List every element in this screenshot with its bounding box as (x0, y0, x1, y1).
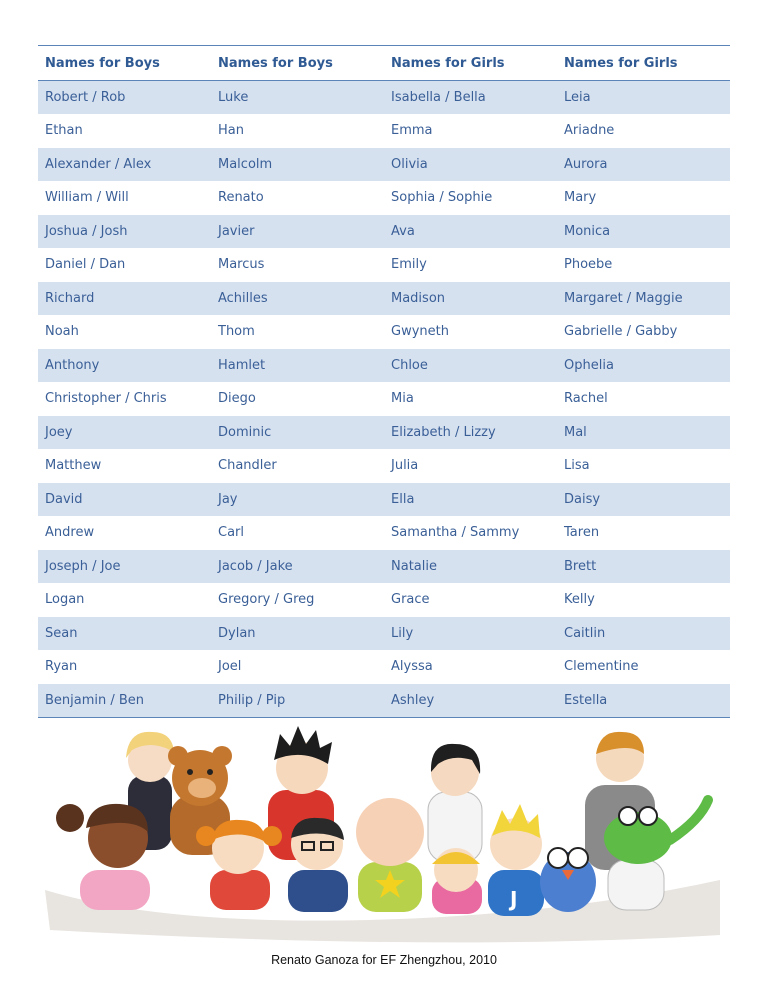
table-row (38, 148, 730, 182)
name-cell: Logan (45, 592, 85, 608)
name-cell: Christopher / Chris (45, 391, 167, 407)
name-cell: Luke (211, 81, 384, 115)
name-cell: Ethan (45, 123, 83, 139)
table-row (38, 416, 730, 450)
svg-text:J: J (510, 887, 518, 911)
name-cell: Ashley (384, 684, 557, 718)
table-row (38, 114, 730, 148)
name-cell: Marcus (218, 257, 265, 273)
header-row (38, 46, 730, 81)
name-cell: Isabella / Bella (384, 81, 557, 115)
name-cell: Javier (211, 215, 384, 249)
name-cell: Hamlet (211, 349, 384, 383)
name-cell: Ariadne (564, 123, 615, 139)
name-cell: Dylan (211, 617, 384, 651)
caption: Renato Ganoza for EF Zhengzhou, 2010 (271, 953, 497, 967)
name-cell: Han (218, 123, 244, 139)
name-cell: Estella (557, 684, 730, 718)
table-row (38, 617, 730, 651)
table-row (38, 181, 730, 215)
name-cell: Kelly (564, 592, 595, 608)
name-cell: Anthony (38, 349, 211, 383)
name-cell: Grace (391, 592, 430, 608)
name-cell: Malcolm (211, 148, 384, 182)
name-cell: Gwyneth (391, 324, 449, 340)
name-cell: Daniel / Dan (45, 257, 126, 273)
name-cell: Matthew (45, 458, 102, 474)
name-cell: Ryan (45, 659, 78, 675)
name-cell: Elizabeth / Lizzy (384, 416, 557, 450)
table-row (38, 315, 730, 349)
name-cell: Lisa (564, 458, 590, 474)
name-cell: Philip / Pip (211, 684, 384, 718)
name-cell: David (38, 483, 211, 517)
table-row (38, 550, 730, 584)
name-cell: Andrew (45, 525, 95, 541)
name-cell: Noah (45, 324, 79, 340)
name-cell: Madison (384, 282, 557, 316)
table-row (38, 516, 730, 550)
name-cell: William / Will (45, 190, 129, 206)
name-cell: Phoebe (564, 257, 613, 273)
girl-orange-hair-figure (196, 820, 282, 910)
bald-kid-star-figure (356, 798, 424, 912)
name-cell: Chandler (218, 458, 277, 474)
name-cell: Renato (218, 190, 264, 206)
name-cell: Alexander / Alex (38, 148, 211, 182)
table-row (38, 248, 730, 282)
name-cell: Julia (391, 458, 419, 474)
cartoon-kids-illustration (40, 720, 730, 945)
table-row (38, 449, 730, 483)
table-row (38, 349, 730, 383)
boy-j-shirt-figure (488, 804, 544, 916)
table-row (38, 583, 730, 617)
column-header: Names for Boys (211, 46, 384, 81)
girl-pink-figure (56, 804, 150, 910)
boy-glasses-figure (288, 818, 348, 912)
table-row (38, 684, 730, 718)
names-body (38, 81, 730, 718)
blue-bird-figure (540, 848, 596, 912)
name-cell: Joel (218, 659, 242, 675)
name-cell: Alyssa (391, 659, 433, 675)
name-cell: Rachel (564, 391, 608, 407)
name-cell: Thom (218, 324, 255, 340)
name-cell: Natalie (384, 550, 557, 584)
name-cell: Ella (384, 483, 557, 517)
name-cell: Gabrielle / Gabby (564, 324, 678, 340)
column-header: Names for Boys (38, 46, 211, 81)
name-cell: Margaret / Maggie (557, 282, 730, 316)
name-cell: Achilles (211, 282, 384, 316)
name-cell: Lily (384, 617, 557, 651)
name-cell: Mary (564, 190, 597, 206)
name-cell: Mal (557, 416, 730, 450)
name-cell: Diego (218, 391, 256, 407)
name-cell: Sean (38, 617, 211, 651)
name-cell: Chloe (384, 349, 557, 383)
name-cell: Samantha / Sammy (391, 525, 520, 541)
name-cell: Gregory / Greg (218, 592, 315, 608)
name-cell: Jay (211, 483, 384, 517)
name-cell: Ava (384, 215, 557, 249)
name-cell: Joseph / Joe (38, 550, 211, 584)
name-cell: Emma (391, 123, 433, 139)
name-cell: Daisy (557, 483, 730, 517)
name-cell: Robert / Rob (38, 81, 211, 115)
name-cell: Monica (557, 215, 730, 249)
name-cell: Sophia / Sophie (391, 190, 493, 206)
table-row (38, 650, 730, 684)
names-table (38, 45, 730, 718)
name-cell: Leia (557, 81, 730, 115)
column-header: Names for Girls (557, 46, 730, 81)
table-row (38, 382, 730, 416)
name-cell: Aurora (557, 148, 730, 182)
name-cell: Mia (391, 391, 414, 407)
name-cell: Dominic (211, 416, 384, 450)
name-cell: Caitlin (557, 617, 730, 651)
name-cell: Olivia (384, 148, 557, 182)
table-row (38, 282, 730, 316)
name-cell: Emily (391, 257, 427, 273)
name-cell: Carl (218, 525, 244, 541)
table-row (38, 81, 730, 115)
name-cell: Benjamin / Ben (38, 684, 211, 718)
name-cell: Ophelia (557, 349, 730, 383)
girl-black-hair-figure (428, 744, 482, 862)
name-cell: Clementine (564, 659, 639, 675)
name-cell: Taren (564, 525, 600, 541)
name-cell: Jacob / Jake (211, 550, 384, 584)
name-cell: Brett (557, 550, 730, 584)
name-cell: Richard (38, 282, 211, 316)
name-cell: Joey (38, 416, 211, 450)
name-cell: Joshua / Josh (38, 215, 211, 249)
table-row (38, 483, 730, 517)
table-row (38, 215, 730, 249)
column-header: Names for Girls (384, 46, 557, 81)
